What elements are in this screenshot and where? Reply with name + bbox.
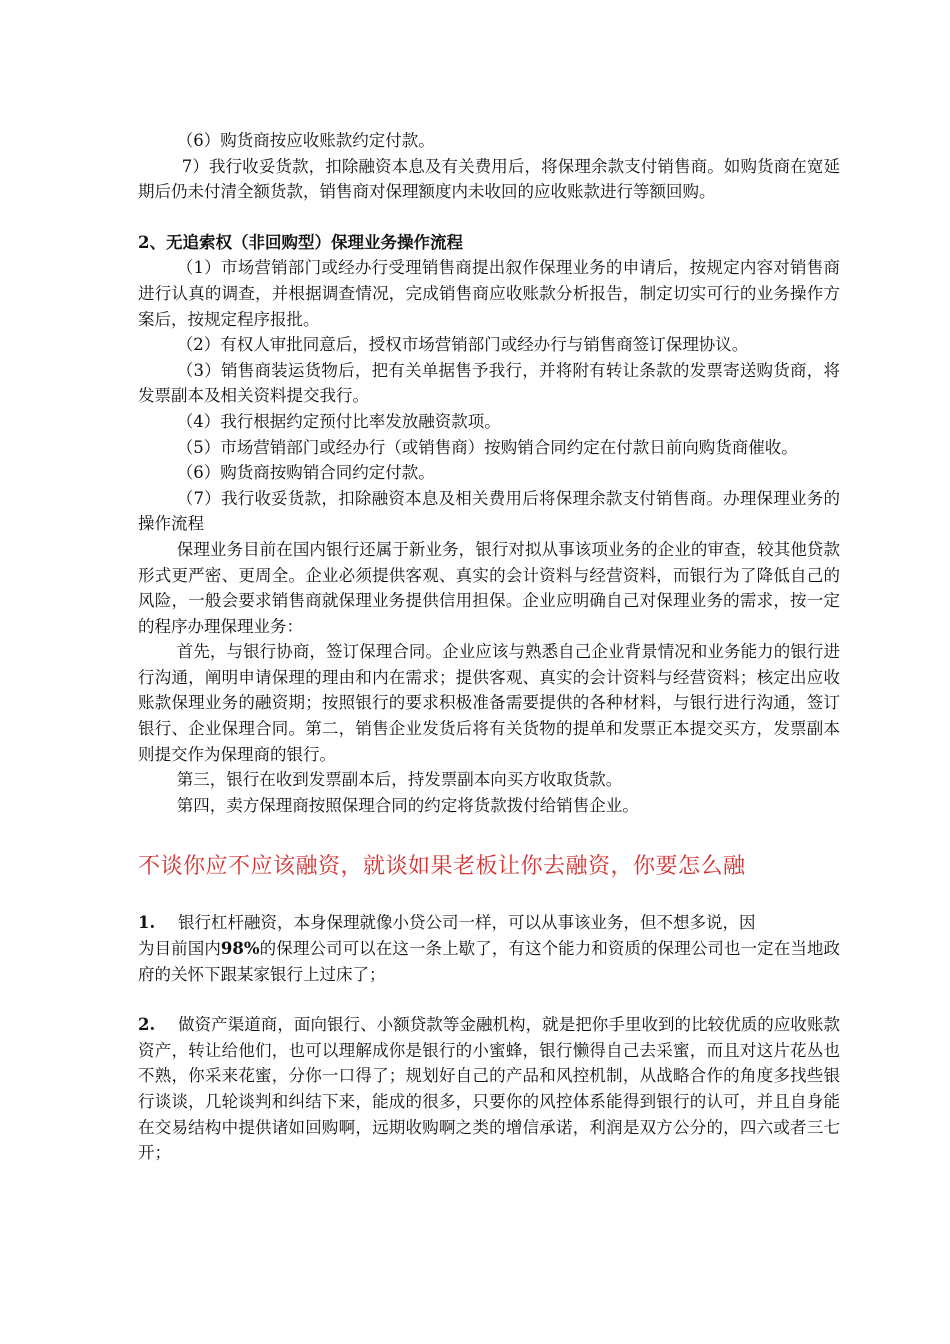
prev-step-6: （6）购货商按应收账款约定付款。 — [176, 131, 435, 150]
body-paragraph: 首先，与银行协商，签订保理合同。企业应该与熟悉自己企业背景情况和业务能力的银行进行沟通，阐明申请保理的理由和内在需求；提供客观、真实的会计资料与经营资料；核定出应收账款保理业务的融资期；按照银行的要求积极准备需要提供的各种材料，与银行进行沟通，签订银行、企业保理合同。第二，销售企业发货后将有关货物的提单和发票正本提交买方，发票副本则提交作为保理商的银行。 — [138, 642, 840, 764]
red-heading: 不谈你应不应该融资，就谈如果老板让你去融资，你要怎么融 — [138, 854, 746, 880]
list-item-text: 的保理公司可以在这一条上歇了，有这个能力和资质的保理公司也一定在当地政府的关怀下跟某家银行上过床了； — [138, 939, 841, 984]
section2-step: （6）购货商按购销合同约定付款。 — [176, 463, 435, 483]
list-item-1 — [138, 910, 840, 936]
section2-step: （7）我行收妥货款，扣除融资本息及相关费用后将保理余款支付销售商。办理保理业务的操作流程 — [138, 488, 840, 534]
percentage-bold: 98% — [220, 939, 260, 959]
section2-title: 2、无追索权（非回购型）保理业务操作流程 — [138, 232, 463, 252]
list-item-1-continued — [138, 936, 840, 987]
section2-step: （2）有权人审批同意后，授权市场营销部门或经办行与销售商签订保理协议。 — [176, 335, 749, 355]
list-item-text: 银行杠杆融资，本身保理就像小贷公司一样，可以从事该业务，但不想多说，因 — [178, 913, 756, 933]
body-paragraph: 保理业务目前在国内银行还属于新业务，银行对拟从事该项业务的企业的审查，较其他贷款形式更严密、更周全。企业必须提供客观、真实的会计资料与经营资料，而银行为了降低自己的风险，一般会要求销售商就保理业务提供信用担保。企业应明确自己对保理业务的需求，按一定的程序办理保理业务： — [138, 539, 840, 636]
section2-step: （4）我行根据约定预付比率发放融资款项。 — [176, 411, 501, 431]
document-page — [138, 128, 840, 1166]
prev-step-7: 7）我行收妥货款，扣除融资本息及有关费用后，将保理余款支付销售商。如购货商在宽延期后仍未付清全额货款，销售商对保理额度内未收回的应收账款进行等额回购。 — [138, 156, 840, 202]
body-paragraph: 第四，卖方保理商按照保理合同的约定将货款拨付给销售企业。 — [176, 795, 639, 815]
section2-step: （1）市场营销部门或经办行受理销售商提出叙作保理业务的申请后，按规定内容对销售商进行认真的调查，并根据调查情况，完成销售商应收账款分析报告，制定切实可行的业务操作方案后，按规定程序报批。 — [138, 258, 840, 329]
list-item-2 — [138, 1012, 840, 1166]
section2-step: （3）销售商装运货物后，把有关单据售予我行，并将附有转让条款的发票寄送购货商，将发票副本及相关资料提交我行。 — [138, 360, 840, 406]
list-item-text: 为目前国内 — [138, 939, 221, 959]
section2-step: （5）市场营销部门或经办行（或销售商）按购销合同约定在付款日前向购货商催收。 — [176, 437, 798, 457]
list-item-number: 1. — [138, 913, 156, 933]
list-item-number: 2. — [138, 1015, 156, 1035]
list-item-text: 做资产渠道商，面向银行、小额贷款等金融机构，就是把你手里收到的比较优质的应收账款资产，转让给他们，也可以理解成你是银行的小蜜蜂，银行懒得自己去采蜜，而且对这片花丛也不熟，你采来花蜜，分你一口得了；规划好自己的产品和风控机制，从战略合作的角度多找些银行谈谈，几轮谈判和纠结下来，能成的很多，只要你的风控体系能得到银行的认可，并且自身能在交易结构中提供诸如回购啊，远期收购啊之类的增信承诺，利润是双方公分的，四六或者三七开； — [138, 1015, 840, 1163]
body-paragraph: 第三，银行在收到发票副本后，持发票副本向买方收取货款。 — [176, 770, 623, 790]
